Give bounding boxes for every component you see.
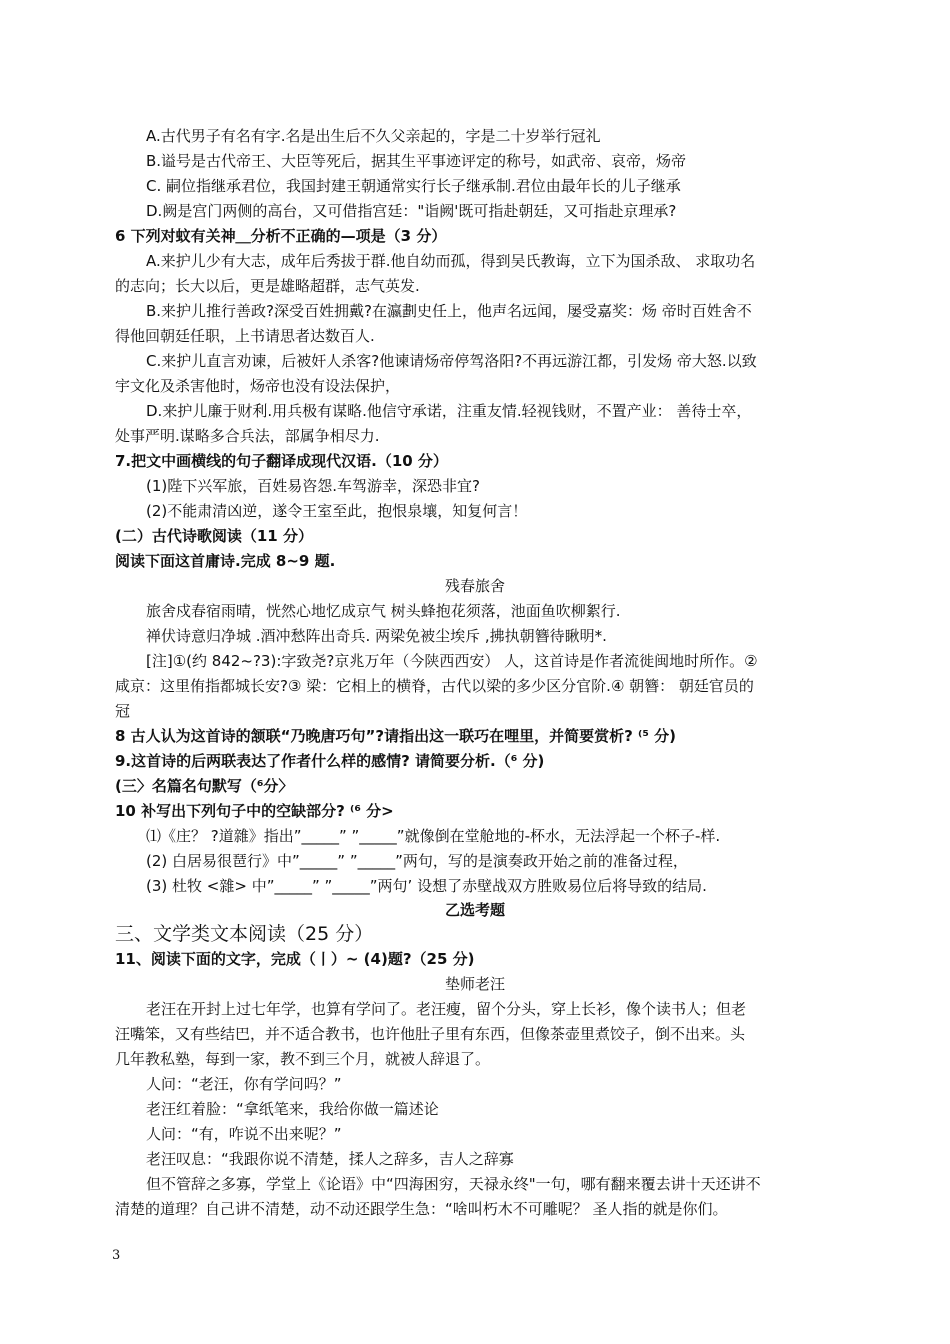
q10-line-1: ⑴《庄？ ?道雜》指出”_____” ”_____”就像倒在堂舱地的-杯水，无法浮起一个杯子-样. bbox=[146, 827, 721, 845]
q5-option-b: B.谥号是古代帝王、大臣等死后，据其生平事迹评定的称号，如武帝、哀帝，炀帝 bbox=[146, 152, 687, 170]
q6-option-b-line1: B.来护儿推行善政?深受百姓拥戴?在瀛劃史任上，他声名远闻，屡受嘉奖：炀 帝时百姓舍不 bbox=[146, 302, 752, 320]
q6-option-c-line1: C.来护儿直言劝谏，后被奸人杀客?他谏请炀帝停驾洛阳?不再远游江都，引发炀 帝大怒.以致 bbox=[146, 352, 757, 370]
story-paragraph-1-line3: 几年教私塾，每到一家，教不到三个月，就被人辞退了。 bbox=[115, 1050, 491, 1068]
poem-note-line3: 冠 bbox=[115, 702, 131, 720]
q10-line-2: (2) 白居易很琶行》中”_____” ”_____”两句，写的是演奏政开始之前的准备过程， bbox=[146, 852, 688, 870]
q7-sentence-2: (2)不能肃清凶逆，遂令王室至此，抱恨泉壤，知复何言！ bbox=[146, 502, 528, 520]
q7-title: 7.把文中画横线的句子翻译成现代汉语.（10 分） bbox=[115, 452, 448, 470]
q9-title: 9.这首诗的后两联表达了作者什么样的感情? 请简要分析.（⁶ 分) bbox=[115, 752, 545, 770]
q5-option-a: A.古代男子有名有字.名是出生后不久父亲起的，字是二十岁举行冠礼 bbox=[146, 127, 601, 145]
story-paragraph-1-line1: 老汪在开封上过七年学，也算有学问了。老汪瘦，留个分头，穿上长衫，像个读书人；但老 bbox=[146, 1000, 747, 1018]
story-dialogue-2: 老汪红着脸：“拿纸笔来，我给你做一篇述论 bbox=[146, 1100, 439, 1118]
poem-note-line2: 咸京：这里侑指都城长安?③ 梁：它相上的横脊，古代以梁的多少区分官阶.④ 朝簪： 朝廷官员的 bbox=[115, 677, 754, 695]
q6-option-a-line1: A.来护儿少有大志，成年后秀拔于群.他自幼而孤，得到吴氏教诲，立下为国杀敌、 求取功名 bbox=[146, 252, 756, 270]
poem-line-1: 旅舍戍春宿雨晴，恍然心地忆成京气 树头蜂抱花须落，池面鱼吹柳絮行. bbox=[146, 602, 621, 620]
q10-line-3: (3) 杜牧 <雜> 中”_____” ”_____”两句’ 设想了赤壁战双方胜败易位后将导致的结局. bbox=[146, 877, 707, 895]
story-dialogue-1: 人问：“老汪，你有学问吗？” bbox=[146, 1075, 342, 1093]
section-3-heading: 三、文学类文本阅读（25 分） bbox=[115, 923, 374, 945]
poetry-heading: (二）古代诗歌阅读（11 分） bbox=[115, 527, 313, 545]
story-paragraph-1-line2: 汪嘴笨，又有些结巴，并不适合教书，也许他肚子里有东西，但像茶壶里煮饺子，倒不出来。头 bbox=[115, 1025, 746, 1043]
q5-option-c: C. 嗣位指继承君位，我国封建王朝通常实行长子继承制.君位由最年长的儿子继承 bbox=[146, 177, 681, 195]
story-dialogue-4: 老汪叹息：“我跟你说不清楚，揉人之辞多，吉人之辞寡 bbox=[146, 1150, 514, 1168]
elective-label: 乙选考题 bbox=[444, 901, 505, 919]
page-number: 3 bbox=[112, 1248, 121, 1263]
q6-option-d-line2: 处事严明.谋略多合兵法，部属争相尽力. bbox=[115, 427, 380, 445]
story-title: 垫师老汪 bbox=[444, 975, 505, 993]
q6-title: 6 下列对蚊有关神＿分析不正确的—项是（3 分） bbox=[115, 227, 447, 245]
poem-note-line1: [注]①(约 842~?3):字致尧?京兆万年（今陕西西安） 人，这首诗是作者流徙闽地时所作。② bbox=[146, 652, 758, 670]
poetry-instruction: 阅读下面这首庸诗.完成 8~9 题. bbox=[115, 552, 336, 570]
story-dialogue-3: 人问：“有，咋说不出来呢？” bbox=[146, 1125, 342, 1143]
q8-title: 8 古人认为这首诗的颔联“乃晚唐巧句”?请指出这一联巧在哩里，并简要赏析? ⁽⁵ 分) bbox=[115, 727, 676, 745]
q10-title: 10 补写出下列句子中的空缺部分? ⁽⁶ 分> bbox=[115, 802, 394, 820]
q6-option-b-line2: 得他回朝廷任职，上书请思者达数百人. bbox=[115, 327, 375, 345]
q6-option-a-line2: 的志向；长大以后，更是雄略超群，志气英发. bbox=[115, 277, 420, 295]
q7-sentence-1: (1)陛下兴军旅，百姓易咨怨.车驾游幸，深恐非宜? bbox=[146, 477, 480, 495]
q6-option-c-line2: 宇文化及杀害他时，炀帝也没有设法保护， bbox=[115, 377, 401, 395]
recite-heading: (三〉名篇名句默写（⁶分〉 bbox=[115, 777, 294, 795]
poem-title: 残春旅舍 bbox=[444, 577, 505, 595]
story-paragraph-2-line2: 清楚的道理？自己讲不清楚，动不动还跟学生急：“啥叫朽木不可雕呢？ 圣人指的就是你们。 bbox=[115, 1200, 728, 1218]
q5-option-d: D.阙是宫门两侧的高台，又可借指宫廷："诣阙'既可指赴朝廷，又可指赴京理承? bbox=[146, 202, 677, 220]
story-paragraph-2-line1: 但不管辞之多寡，学堂上《论语》中“四海困穷，天禄永终"一句，哪有翻来覆去讲十天还讲不 bbox=[146, 1175, 761, 1193]
poem-line-2: 禅伏诗意归净城 .酒冲愁阵出奇兵. 两梁免被尘埃斥 ,拂执朝簪待瞅明*. bbox=[146, 627, 607, 645]
q11-title: 11、阅读下面的文字，完成（丨）~ (4)题?（25 分) bbox=[115, 950, 475, 968]
q6-option-d-line1: D.来护儿廉于财利.用兵极有谋略.他信守承诺，注重友情.轻视钱财，不置产业： 善待士卒， bbox=[146, 402, 752, 420]
